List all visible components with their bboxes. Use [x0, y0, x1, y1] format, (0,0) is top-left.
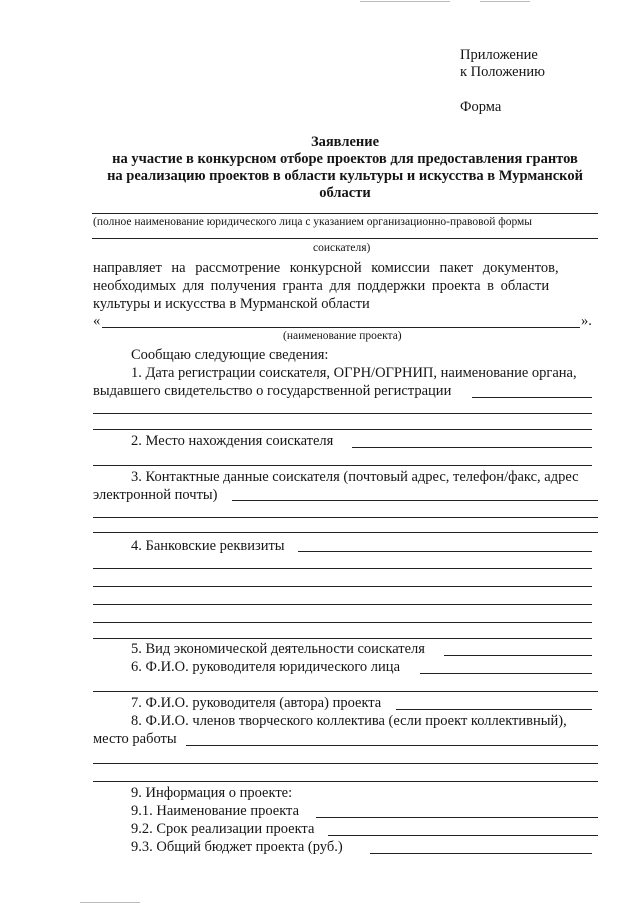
item-5-label: 5. Вид экономической деятельности соискателя	[131, 641, 425, 657]
item-4-field[interactable]	[298, 551, 592, 552]
item-2-field[interactable]	[352, 447, 592, 448]
applicant-caption-1: (полное наименование юридического лица с указанием организационно-правовой формы	[93, 216, 533, 228]
item-3-label: 3. Контактные данные соискателя (почтовый адрес, телефон/факс, адрес	[131, 469, 579, 485]
item-6-field-line-2[interactable]	[93, 691, 598, 692]
doc-title: Заявление	[310, 134, 380, 150]
applicant-text-3: культуры и искусства в Мурманской области	[93, 296, 370, 312]
item-4-field-line-4[interactable]	[93, 604, 592, 605]
item-9-2-field[interactable]	[328, 835, 598, 836]
applicant-caption-2: соискателя)	[313, 242, 371, 254]
item-9-1-label: 9.1. Наименование проекта	[131, 803, 300, 819]
item-9-label: 9. Информация о проекте:	[131, 785, 293, 801]
doc-title-line3: на реализацию проектов в области культуры и искусства в Мурманской	[107, 168, 583, 184]
item-6-label: 6. Ф.И.О. руководителя юридического лица	[131, 659, 401, 675]
form-label: Форма	[460, 99, 502, 115]
item-8-field[interactable]	[186, 745, 598, 746]
item-1-field[interactable]	[472, 397, 592, 398]
item-2-field-line-2[interactable]	[93, 465, 592, 466]
item-3-field[interactable]	[232, 500, 598, 501]
quote-close: ».	[581, 313, 592, 329]
item-1-label: 1. Дата регистрации соискателя, ОГРН/ОГРНИП, наименование органа,	[131, 365, 577, 381]
item-4-field-line-3[interactable]	[93, 586, 592, 587]
item-4-field-line-5[interactable]	[93, 622, 592, 623]
applicant-name-line-2	[92, 238, 598, 239]
item-3-field-line-3[interactable]	[93, 532, 598, 533]
info-intro: Сообщаю следующие сведения:	[131, 347, 329, 363]
item-6-field[interactable]	[420, 673, 592, 674]
appendix-label: Приложение	[460, 47, 538, 63]
item-8-label: 8. Ф.И.О. членов творческого коллектива (если проект коллективный),	[131, 713, 567, 729]
item-1-label-2: выдавшего свидетельство о государственной регистрации	[93, 383, 452, 399]
doc-title-line4: области	[319, 185, 371, 201]
item-7-field[interactable]	[396, 709, 592, 710]
item-8-field-line-3[interactable]	[93, 781, 598, 782]
item-3-field-line-2[interactable]	[93, 517, 598, 518]
applicant-text-1: направляет на рассмотрение конкурсной комиссии пакет документов,	[93, 260, 559, 276]
quote-open: «	[93, 313, 101, 329]
item-4-field-line-6[interactable]	[93, 638, 592, 639]
scan-edge-bottom	[80, 902, 140, 903]
item-1-field-line-3[interactable]	[93, 429, 592, 430]
item-2-label: 2. Место нахождения соискателя	[131, 433, 334, 449]
item-8-field-line-2[interactable]	[93, 763, 598, 764]
scan-edge-top	[360, 1, 450, 2]
project-name-line	[102, 327, 580, 328]
item-9-3-label: 9.3. Общий бюджет проекта (руб.)	[131, 839, 343, 855]
doc-title-line2: на участие в конкурсном отборе проектов для предоставления грантов	[112, 151, 578, 167]
item-4-field-line-2[interactable]	[93, 568, 592, 569]
item-9-2-label: 9.2. Срок реализации проекта	[131, 821, 315, 837]
item-1-field-line-2[interactable]	[93, 413, 592, 414]
item-4-label: 4. Банковские реквизиты	[131, 538, 285, 554]
item-8-label-2: место работы	[93, 731, 177, 747]
project-caption: (наименование проекта)	[283, 330, 402, 342]
item-9-1-field[interactable]	[316, 817, 598, 818]
item-5-field[interactable]	[444, 655, 592, 656]
scan-edge-top-right	[480, 1, 530, 2]
item-3-label-2: электронной почты)	[93, 487, 218, 503]
item-9-3-field[interactable]	[370, 853, 592, 854]
item-7-label: 7. Ф.И.О. руководителя (автора) проекта	[131, 695, 382, 711]
applicant-text-2: необходимых для получения гранта для поддержки проекта в области	[93, 278, 550, 294]
regulation-label: к Положению	[460, 64, 545, 80]
applicant-name-line	[92, 213, 598, 214]
